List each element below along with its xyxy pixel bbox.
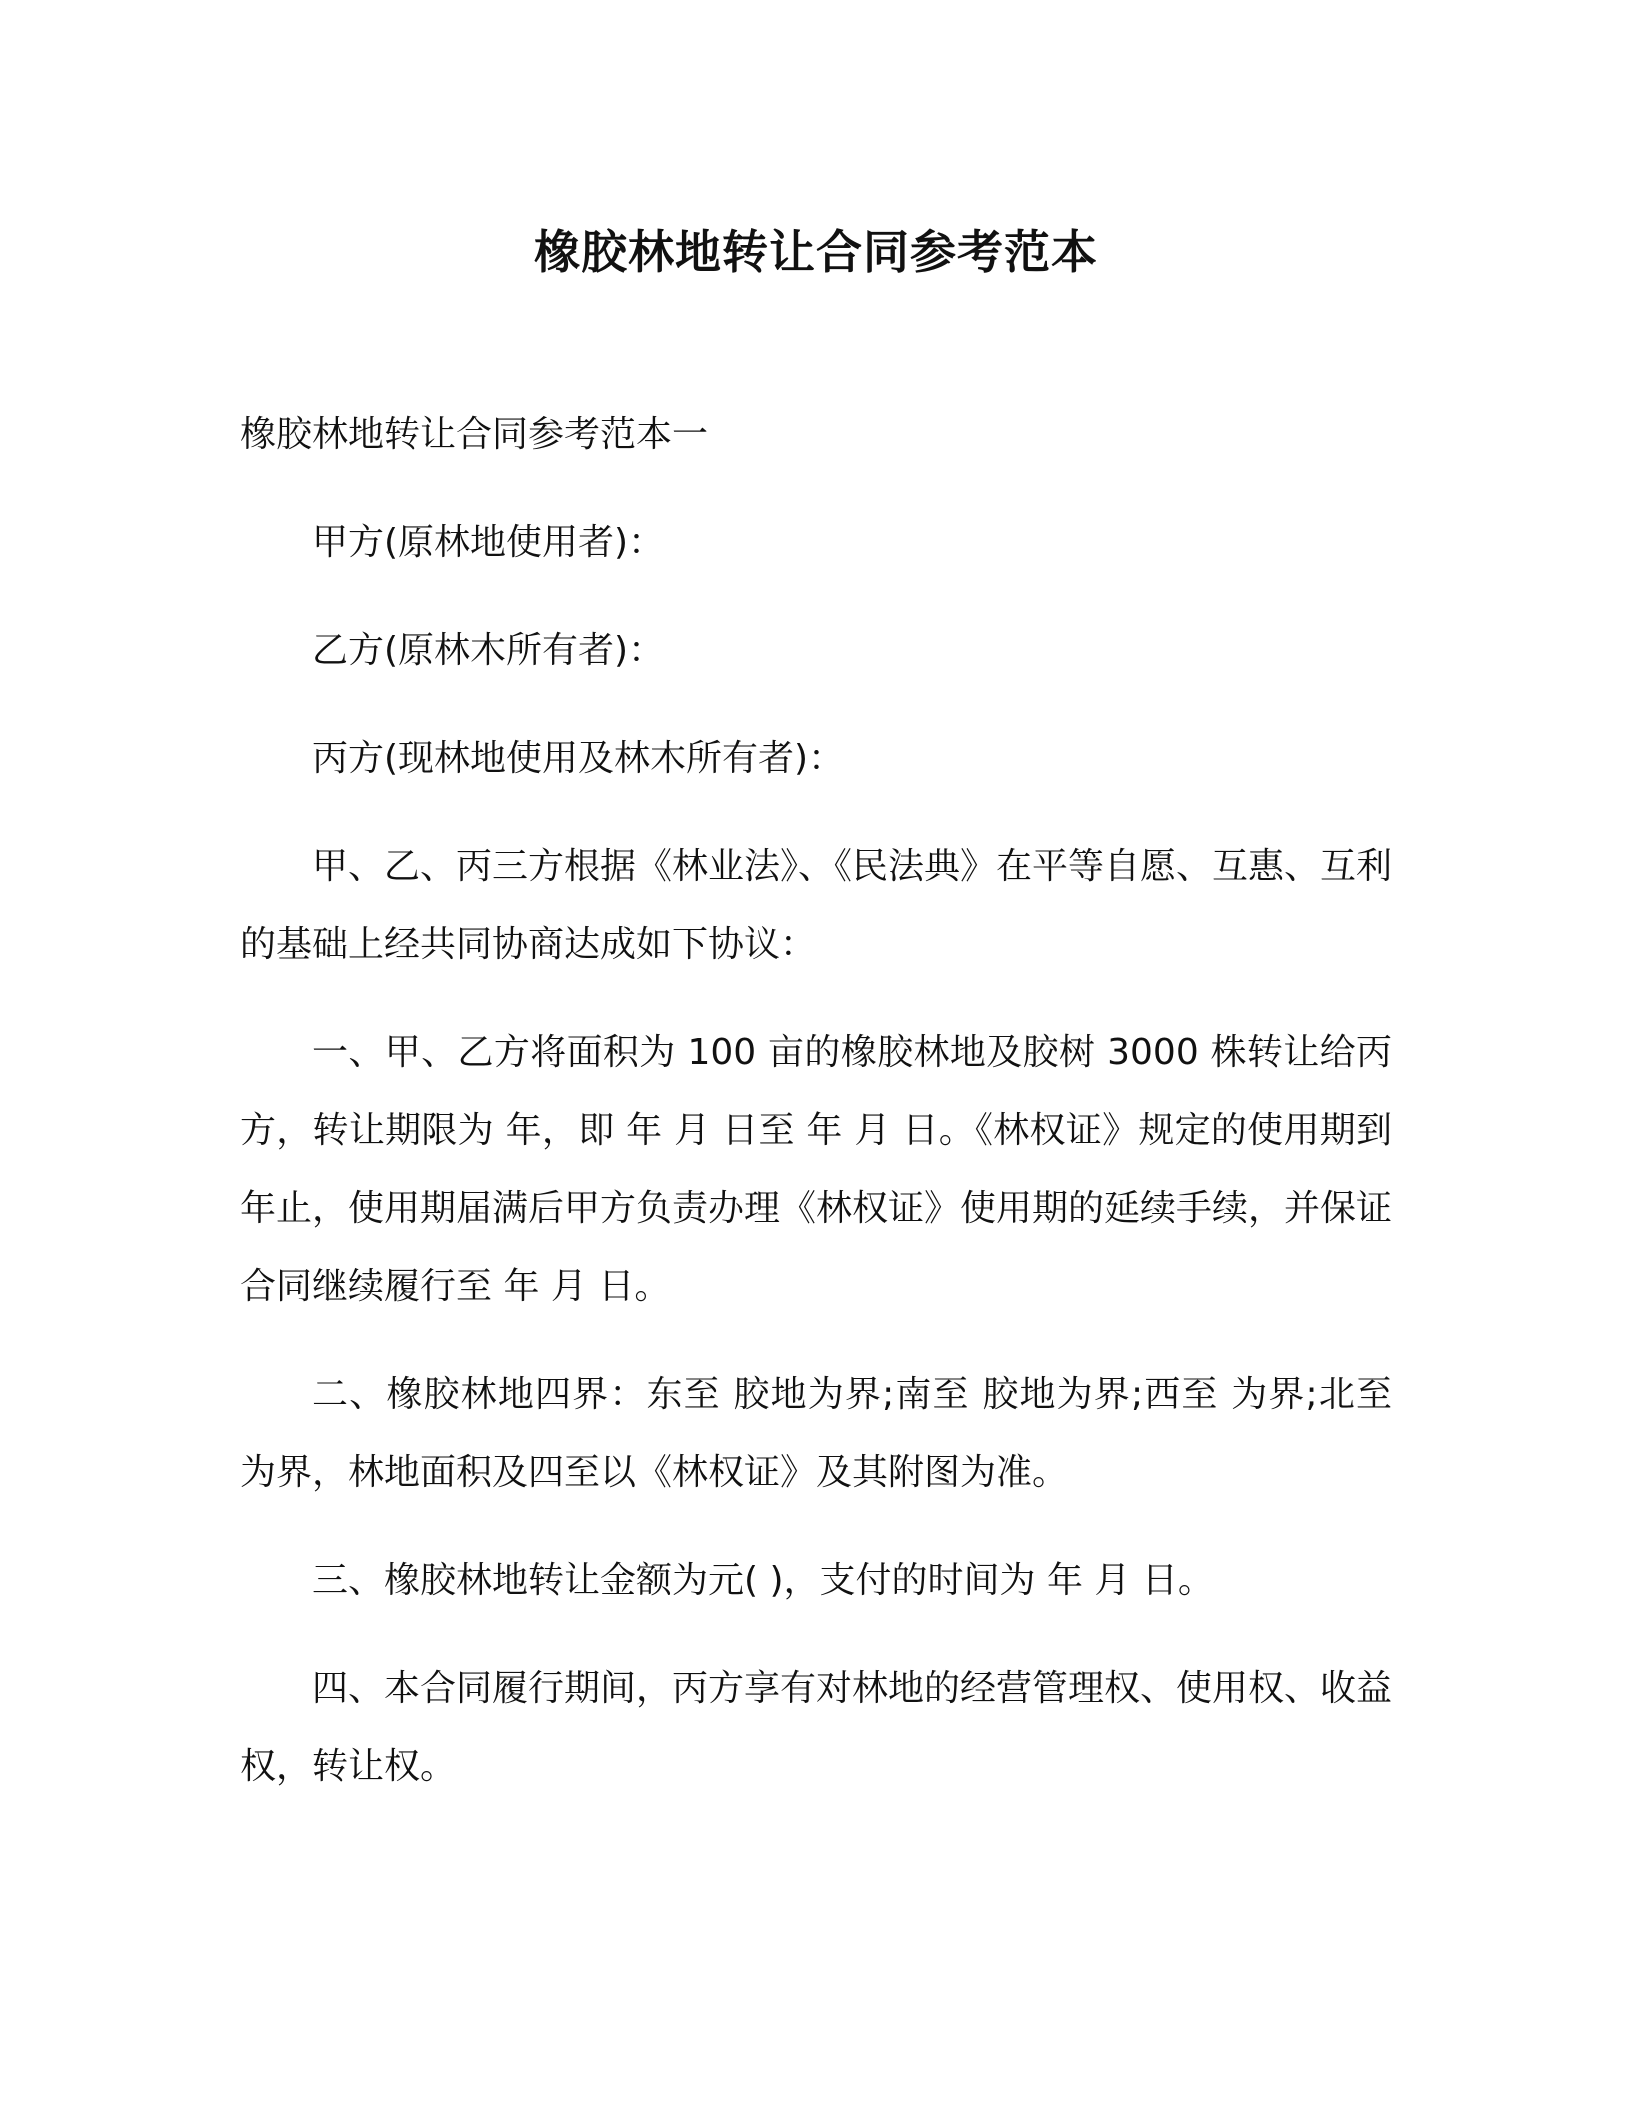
document-title: 橡胶林地转让合同参考范本	[534, 225, 1098, 279]
document-body	[240, 396, 1392, 1836]
clause-3: 三、橡胶林地转让金额为元( )，支付的时间为 年 月 日。	[312, 1560, 1214, 1601]
clause-4: 四、本合同履行期间，丙方享有对林地的经营管理权、使用权、收益权，转让权。	[240, 1668, 1393, 1787]
party-b-line: 乙方(原林木所有者)：	[312, 630, 665, 671]
clause-1: 一、甲、乙方将面积为 100 亩的橡胶林地及胶树 3000 株转让给丙方，转让期限为 年，即 年 月 日至 年 月 日。《林权证》规定的使用期到 年止，使用期届满后甲方负责办理《林权证》使用期的延续手续，并保证合同继续履行至 年 月 日。	[240, 1032, 1393, 1307]
clause-2: 二、橡胶林地四界：东至 胶地为界;南至 胶地为界;西至 为界;北至 为界，林地面积及四至以《林权证》及其附图为准。	[240, 1374, 1392, 1493]
party-a-line: 甲方(原林地使用者)：	[312, 522, 665, 563]
intro-paragraph: 甲、乙、丙三方根据《林业法》、《民法典》在平等自愿、互惠、互利的基础上经共同协商达成如下协议：	[240, 846, 1393, 965]
document-subtitle: 橡胶林地转让合同参考范本一	[240, 414, 709, 455]
party-c-line: 丙方(现林地使用及林木所有者)：	[312, 738, 845, 779]
